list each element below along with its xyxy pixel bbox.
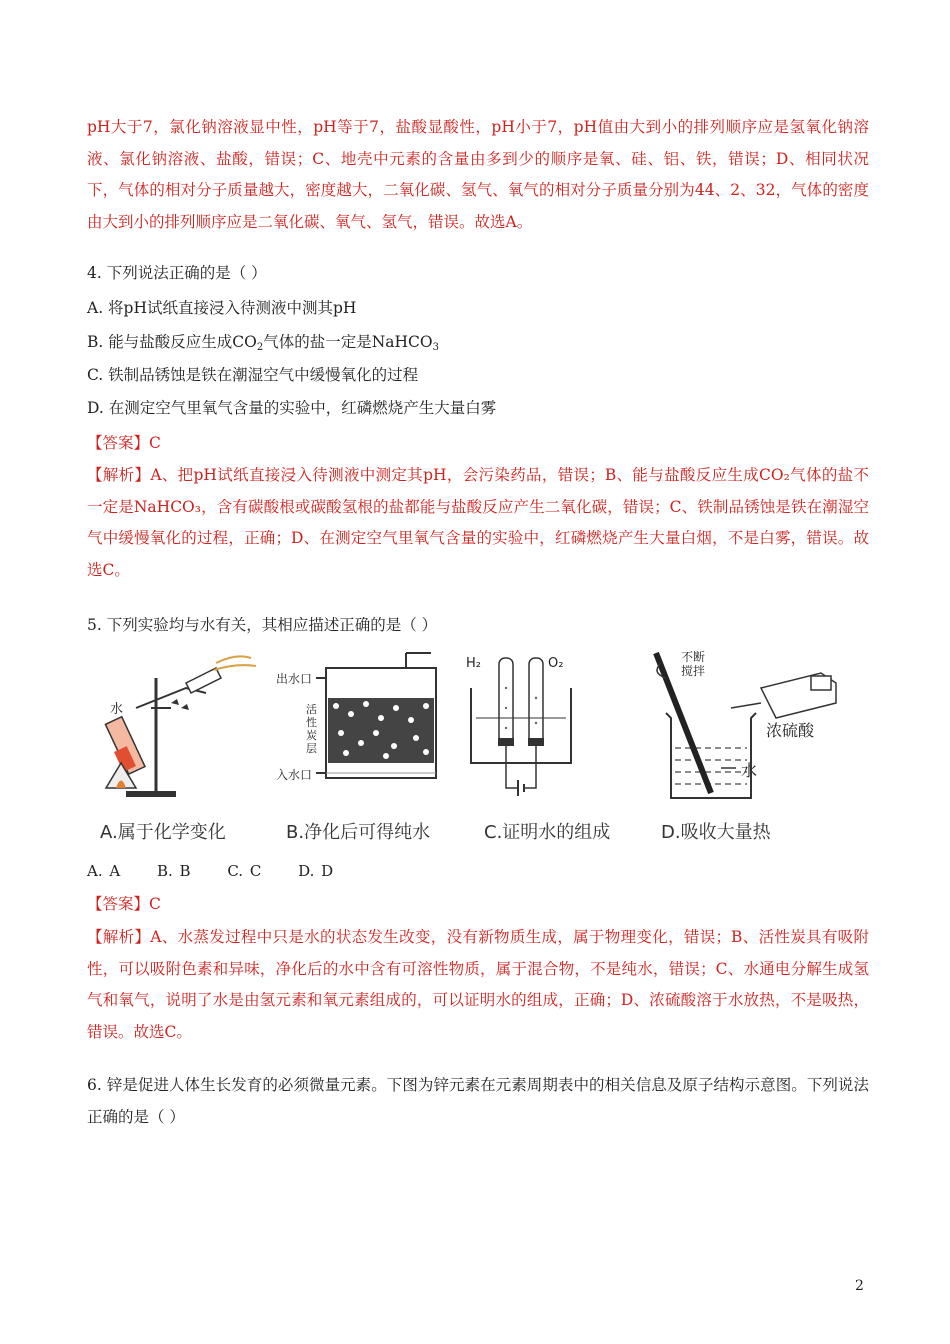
- q4-stem: 4. 下列说法正确的是（ ）: [87, 264, 267, 282]
- q4-explanation: 【解析】A、把pH试纸直接浸入待测液中测定其pH，会污染药品，错误；B、能与盐酸反应生成CO₂气体的盐不一定是NaHCO₃，含有碳酸根或碳酸氢根的盐都能与盐酸反应产生二氧化碳，错误；C、铁制品锈蚀是铁在潮湿空气中缓慢氧化的过程，正确；D、在测定空气里氧气含量的实验中，红磷燃烧产生大量白烟，不是白雾，错误。故选C。: [87, 466, 869, 579]
- q5-answer: 【答案】C: [87, 895, 161, 913]
- q5-choice-d: D. D: [298, 862, 334, 880]
- figure-a: [96, 648, 266, 848]
- figure-d-caption: D.吸收大量热: [661, 822, 771, 843]
- q4-option-a: A. 将pH试纸直接浸入待测液中测其pH: [87, 299, 357, 317]
- figure-a-caption: A.属于化学变化: [100, 822, 226, 843]
- figure-d-water-label: 水: [741, 761, 758, 780]
- figure-b-caption: B.净化后可得纯水: [286, 822, 431, 843]
- q5-figures: [96, 648, 856, 848]
- figure-b-layer-label: 活性炭层: [306, 703, 317, 755]
- q4-answer: 【答案】C: [87, 434, 161, 452]
- q5-choice-b: B. B: [156, 862, 191, 880]
- figure-b-outlet-label: 出水口: [276, 672, 313, 686]
- q5-stem: 5. 下列实验均与水有关，其相应描述正确的是（ ）: [87, 616, 438, 634]
- figure-d: [651, 648, 851, 848]
- figure-c-h2-label: H₂: [466, 656, 481, 671]
- q4-option-b-sub: 2: [256, 342, 264, 353]
- q5-choice-a: A. A: [87, 862, 121, 880]
- figure-c-o2-label: O₂: [548, 656, 564, 671]
- figure-b-inlet-label: 入水口: [276, 768, 313, 782]
- figure-c: [466, 648, 636, 848]
- q5-explanation: 【解析】A、水蒸发过程中只是水的状态发生改变，没有新物质生成，属于物理变化，错误；B、活性炭具有吸附性，可以吸附色素和异味，净化后的水中含有可溶性物质，属于混合物，不是纯水，错误；C、水通电分解生成氢气和氧气，说明了水是由氢元素和氧元素组成的，可以证明水的组成，正确；D、浓硫酸溶于水放热，不是吸热，错误。故选C。: [87, 928, 869, 1041]
- figure-c-caption: C.证明水的组成: [484, 822, 611, 843]
- q6-stem: 6. 锌是促进人体生长发育的必须微量元素。下图为锌元素在元素周期表中的相关信息及原子结构示意图。下列说法正确的是（ ）: [87, 1076, 869, 1126]
- figure-d-acid-label: 浓硫酸: [766, 721, 815, 740]
- figure-b: [276, 648, 446, 848]
- q4-option-d: D. 在测定空气里氧气含量的实验中，红磷燃烧产生大量白雾: [87, 399, 497, 417]
- q5-choices: [87, 862, 363, 880]
- page-number: 2: [855, 1278, 864, 1294]
- electrolysis-apparatus-icon: [466, 648, 636, 808]
- figure-a-water-label: 水: [110, 702, 124, 717]
- q4-option-c: C. 铁制品锈蚀是铁在潮湿空气中缓慢氧化的过程: [87, 366, 419, 384]
- prev-explanation: pH大于7，氯化钠溶液显中性，pH等于7，盐酸显酸性，pH小于7，pH值由大到小的排列顺序应是氢氧化钠溶液、氯化钠溶液、盐酸，错误；C、地壳中元素的含量由多到少的顺序是氧、硅、铝、铁，错误；D、相同状况下，气体的相对分子质量越大，密度越大，二氧化碳、氢气、氧气的相对分子质量分别为44、2、32，气体的密度由大到小的排列顺序应是二氧化碳、氧气、氢气，错误。故选A。: [87, 118, 869, 231]
- q5-choice-c: C. C: [227, 862, 262, 880]
- evaporation-apparatus-icon: [96, 648, 266, 808]
- q4-option-b-pre: B. 能与盐酸反应生成CO: [87, 333, 257, 351]
- figure-d-stir-label: 不断搅拌: [681, 650, 706, 678]
- q4-option-b-mid: 气体的盐一定是NaHCO: [263, 333, 433, 351]
- q4-option-b: [87, 335, 877, 353]
- q4-option-b-sub2: 3: [432, 342, 439, 353]
